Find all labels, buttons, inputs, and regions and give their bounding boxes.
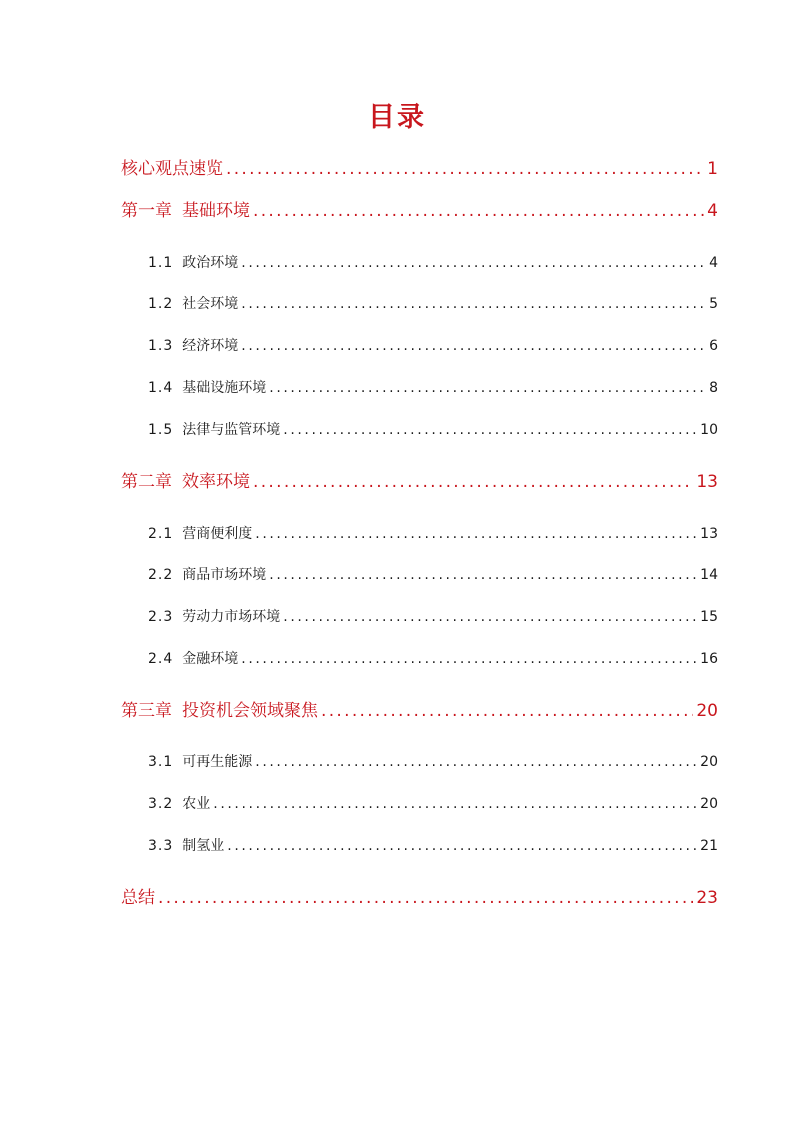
dot-leader — [283, 607, 697, 627]
toc-entry-key-points[interactable] — [121, 157, 718, 181]
toc-entry-page-number: 21 — [700, 838, 718, 854]
toc-entry-number: 2.3 — [148, 609, 174, 625]
toc-entry-section-1-1[interactable] — [148, 253, 718, 273]
toc-entry-number: 1.2 — [148, 296, 174, 312]
toc-entry-number: 第二章 — [121, 472, 172, 492]
dot-leader — [255, 524, 697, 544]
dot-leader — [253, 470, 693, 494]
toc-entry-section-2-2[interactable] — [148, 565, 718, 585]
toc-entry-number: 3.2 — [148, 796, 174, 812]
toc-entry-page-number: 20 — [696, 701, 718, 721]
toc-entry-page-number: 16 — [700, 651, 718, 667]
toc-entry-section-1-4[interactable] — [148, 378, 718, 398]
toc-entry-section-3-3[interactable] — [148, 836, 718, 856]
dot-leader — [255, 752, 697, 772]
toc-entry-page-number: 14 — [700, 567, 718, 583]
toc-entry-number: 3.1 — [148, 754, 174, 770]
toc-entry-number: 1.3 — [148, 338, 174, 354]
dot-leader — [227, 836, 697, 856]
toc-entry-section-1-2[interactable] — [148, 294, 718, 314]
toc-entry-number: 1.1 — [148, 255, 174, 271]
toc-entry-label: 投资机会领域聚焦 — [182, 701, 318, 721]
toc-entry-page-number: 20 — [700, 754, 718, 770]
dot-leader — [283, 420, 697, 440]
toc-entry-page-number: 1 — [707, 159, 718, 179]
toc-entry-label: 农业 — [182, 796, 211, 812]
toc-entry-section-2-3[interactable] — [148, 607, 718, 627]
toc-entry-label: 政治环境 — [182, 255, 239, 271]
toc-entry-number: 2.2 — [148, 567, 174, 583]
toc-entry-section-1-5[interactable] — [148, 420, 718, 440]
toc-entry-number: 第一章 — [121, 201, 172, 221]
toc-entry-number: 第三章 — [121, 701, 172, 721]
toc-entry-label: 核心观点速览 — [121, 159, 223, 179]
toc-entry-section-1-3[interactable] — [148, 336, 718, 356]
toc-entry-section-3-2[interactable] — [148, 794, 718, 814]
toc-entry-label: 基础环境 — [182, 201, 250, 221]
toc-entry-page-number: 15 — [700, 609, 718, 625]
toc-entry-label: 可再生能源 — [182, 754, 253, 770]
toc-entry-page-number: 4 — [707, 201, 718, 221]
toc-entry-page-number: 23 — [696, 888, 718, 908]
toc-entry-page-number: 20 — [700, 796, 718, 812]
dot-leader — [269, 565, 697, 585]
toc-entry-label: 劳动力市场环境 — [182, 609, 281, 625]
toc-entry-label: 经济环境 — [182, 338, 239, 354]
dot-leader — [241, 336, 706, 356]
toc-entry-label: 制氢业 — [182, 838, 225, 854]
toc-entry-page-number: 5 — [709, 296, 718, 312]
toc-entry-chapter-1[interactable] — [121, 199, 718, 223]
toc-entry-number: 1.5 — [148, 422, 174, 438]
toc-entry-section-2-1[interactable] — [148, 524, 718, 544]
toc-entry-label: 效率环境 — [182, 472, 250, 492]
toc-entry-number: 2.1 — [148, 526, 174, 542]
toc-entry-page-number: 13 — [696, 472, 718, 492]
toc-entry-label: 社会环境 — [182, 296, 239, 312]
dot-leader — [158, 886, 693, 910]
dot-leader — [241, 294, 706, 314]
toc-entry-page-number: 13 — [700, 526, 718, 542]
dot-leader — [241, 649, 697, 669]
toc-entry-label: 法律与监管环境 — [182, 422, 281, 438]
toc-entry-number: 1.4 — [148, 380, 174, 396]
toc-entry-label: 基础设施环境 — [182, 380, 267, 396]
dot-leader — [321, 699, 693, 723]
toc-entry-summary[interactable] — [121, 886, 718, 910]
dot-leader — [226, 157, 704, 181]
toc-entry-number: 2.4 — [148, 651, 174, 667]
toc-entry-label: 营商便利度 — [182, 526, 253, 542]
toc-entry-chapter-3[interactable] — [121, 699, 718, 723]
toc-entry-page-number: 6 — [709, 338, 718, 354]
dot-leader — [269, 378, 706, 398]
toc-entry-label: 商品市场环境 — [182, 567, 267, 583]
dot-leader — [241, 253, 706, 273]
toc-title: 目录 — [368, 102, 426, 133]
toc-entry-number: 3.3 — [148, 838, 174, 854]
toc-entry-page-number: 10 — [700, 422, 718, 438]
toc-entry-label: 金融环境 — [182, 651, 239, 667]
dot-leader — [213, 794, 697, 814]
dot-leader — [253, 199, 704, 223]
toc-entry-chapter-2[interactable] — [121, 470, 718, 494]
toc-entry-section-3-1[interactable] — [148, 752, 718, 772]
toc-entry-page-number: 4 — [709, 255, 718, 271]
toc-entry-label: 总结 — [121, 888, 155, 908]
toc-entry-section-2-4[interactable] — [148, 649, 718, 669]
toc-entry-page-number: 8 — [709, 380, 718, 396]
